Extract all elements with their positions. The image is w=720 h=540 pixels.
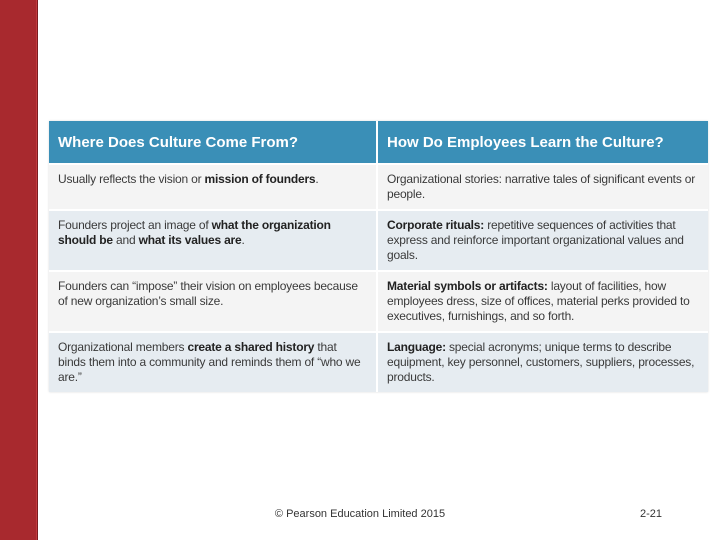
table-cell-source: Founders can “impose” their vision on employees because of new organization’s small size. [49,271,377,332]
table-cell-source: Usually reflects the vision or mission of founders. [49,164,377,210]
table-cell-learning: Language: special acronyms; unique terms to describe equipment, key personnel, customers, suppliers, processes, products. [377,332,708,392]
slide-number: 2-21 [640,508,663,520]
column-header-learning-culture: How Do Employees Learn the Culture? [377,121,708,164]
table-cell-learning: Organizational stories: narrative tales of significant events or people. [377,164,708,210]
culture-table [49,121,708,392]
table-cell-learning: Material symbols or artifacts: layout of facilities, how employees dress, size of offices, material perks provided to executives, furnishings, and so forth. [377,271,708,332]
table-row [49,164,708,210]
table-cell-learning: Corporate rituals: repetitive sequences of activities that express and reinforce important organizational values and goals. [377,210,708,271]
column-header-culture-source: Where Does Culture Come From? [49,121,377,164]
table-row [49,332,708,392]
copyright-notice: © Pearson Education Limited 2015 [274,508,446,520]
table-row [49,271,708,332]
table-row [49,210,708,271]
table-header-row [49,121,708,164]
side-accent-bar [0,0,38,540]
table-cell-source: Founders project an image of what the organization should be and what its values are. [49,210,377,271]
table-cell-source: Organizational members create a shared history that binds them into a community and reminds them of “who we are.” [49,332,377,392]
